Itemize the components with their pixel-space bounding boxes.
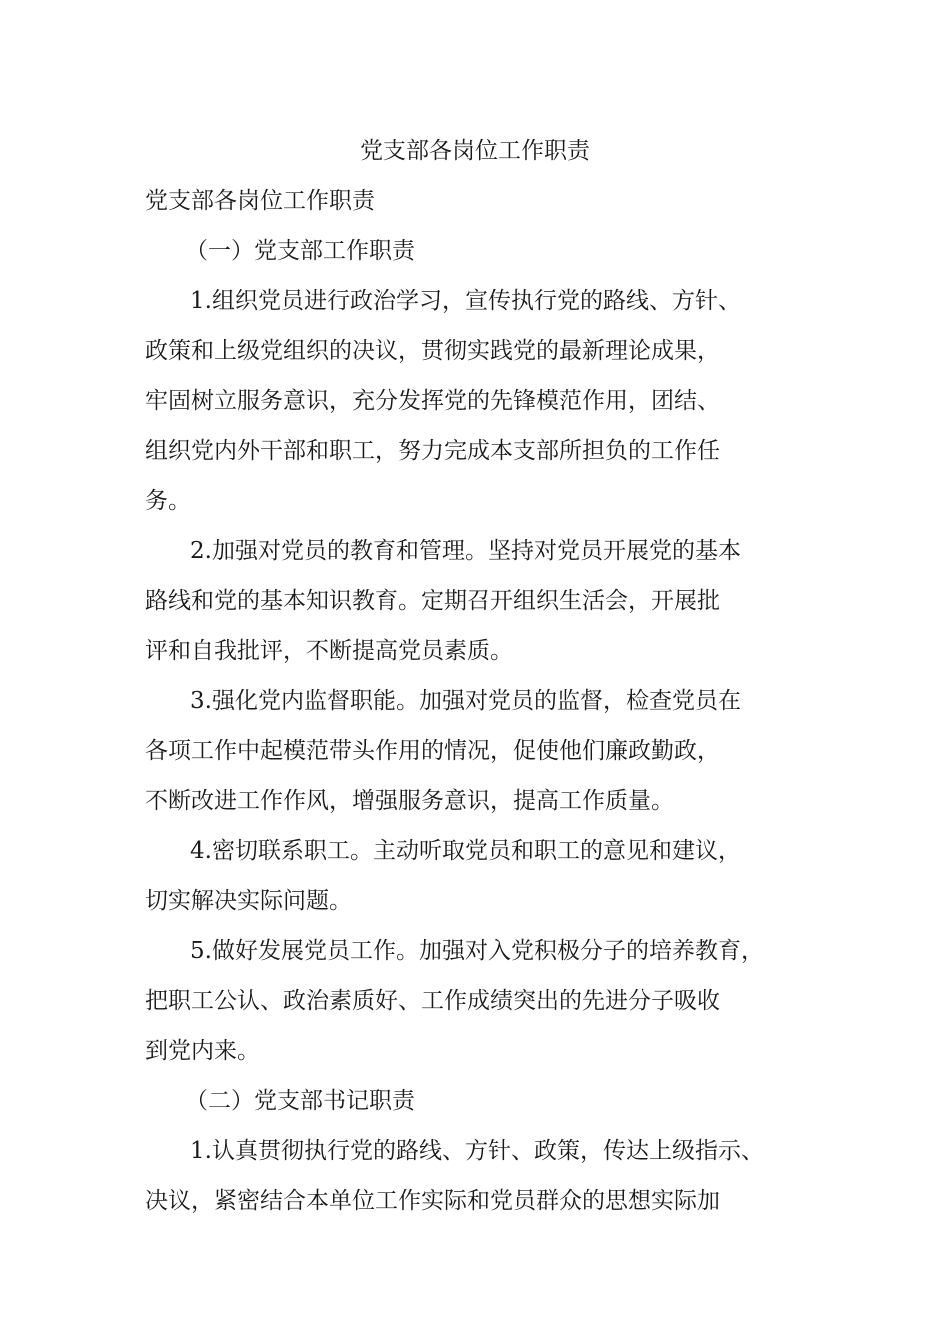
paragraph-line: 到党内来。 bbox=[145, 1038, 260, 1064]
paragraph-line: 3.强化党内监督职能。加强对党员的监督，检查党员在 bbox=[190, 688, 741, 714]
paragraph-line: 4.密切联系职工。主动听取党员和职工的意见和建议， bbox=[190, 838, 741, 864]
paragraph-line: 1.组织党员进行政治学习，宣传执行党的路线、方针、 bbox=[190, 288, 741, 314]
paragraph-line: 组织党内外干部和职工，努力完成本支部所担负的工作任 bbox=[145, 438, 720, 464]
paragraph-line: 路线和党的基本知识教育。定期召开组织生活会，开展批 bbox=[145, 588, 720, 614]
paragraph-line: 牢固树立服务意识，充分发挥党的先锋模范作用，团结、 bbox=[145, 388, 720, 414]
paragraph-line: 切实解决实际问题。 bbox=[145, 888, 352, 914]
paragraph-line: 1.认真贯彻执行党的路线、方针、政策，传达上级指示、 bbox=[190, 1138, 764, 1164]
paragraph-line: 把职工公认、政治素质好、工作成绩突出的先进分子吸收 bbox=[145, 988, 720, 1014]
paragraph-line: 各项工作中起模范带头作用的情况，促使他们廉政勤政， bbox=[145, 738, 720, 764]
paragraph-line: 2.加强对党员的教育和管理。坚持对党员开展党的基本 bbox=[190, 538, 741, 564]
section-heading: 党支部各岗位工作职责 bbox=[145, 188, 375, 214]
paragraph-line: 务。 bbox=[145, 488, 191, 514]
paragraph-line: 不断改进工作作风，增强服务意识，提高工作质量。 bbox=[145, 788, 674, 814]
subsection-heading-1: （一）党支部工作职责 bbox=[185, 238, 415, 264]
document-title: 党支部各岗位工作职责 bbox=[360, 138, 590, 164]
paragraph-line: 评和自我批评，不断提高党员素质。 bbox=[145, 638, 513, 664]
paragraph-line: 政策和上级党组织的决议，贯彻实践党的最新理论成果， bbox=[145, 338, 720, 364]
paragraph-line: 决议，紧密结合本单位工作实际和党员群众的思想实际加 bbox=[145, 1188, 720, 1214]
subsection-heading-2: （二）党支部书记职责 bbox=[185, 1088, 415, 1114]
paragraph-line: 5.做好发展党员工作。加强对入党积极分子的培养教育， bbox=[190, 938, 764, 964]
